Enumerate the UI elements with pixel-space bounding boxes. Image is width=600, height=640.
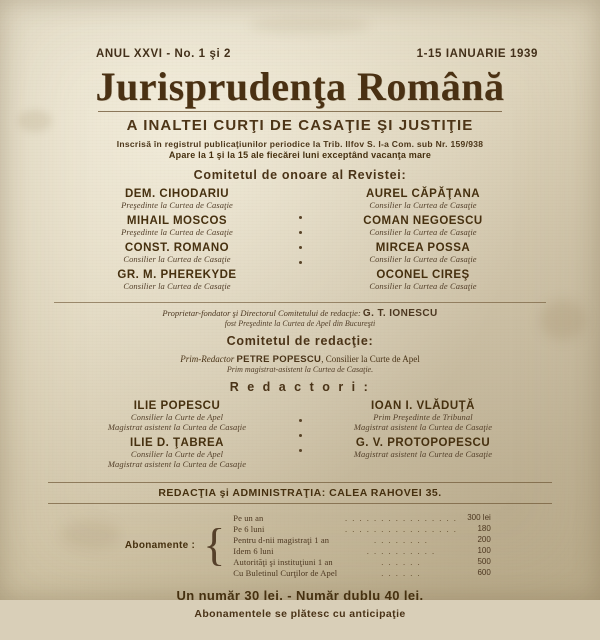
column-divider-dots (293, 188, 307, 296)
leader-dots: . . . . . . (381, 556, 422, 567)
person-name: COMAN NEGOESCU (363, 215, 483, 227)
redactori-heading: R e d a c t o r i : (229, 380, 371, 394)
list-item (313, 437, 533, 459)
list-item (313, 242, 533, 264)
list-item (313, 215, 533, 237)
dot-icon (299, 246, 302, 249)
person-role: Consilier la Curtea de Casaţie (123, 254, 231, 264)
editorial-left-column (61, 400, 293, 474)
editorial-committee-heading: Comitetul de redacţie: (226, 334, 374, 348)
honor-committee-right-column (307, 188, 539, 296)
brace-icon: { (203, 519, 226, 571)
frequency-note: Apare la 1 şi la 15 ale fiecărei luni exceptând vacanţa mare (168, 150, 432, 160)
editorial-column-divider-dots (293, 400, 307, 474)
prim-redactor-name: PETRE POPESCU (236, 354, 322, 365)
leader-dots: . . . . . . . . (374, 534, 429, 545)
owner-role: fost Preşedinte la Curtea de Apel din Bucureşti (224, 319, 376, 328)
person-name: ILIE POPESCU (133, 400, 221, 412)
subscription-desc: Cu Buletinul Curţilor de Apel (233, 567, 338, 578)
dot-icon (299, 419, 302, 422)
person-name: OCONEL CIREŞ (376, 269, 470, 281)
list-item (67, 242, 287, 264)
person-name: MIRCEA POSSA (375, 242, 471, 254)
person-role: Consilier la Curte de Apel (130, 449, 224, 459)
person-name: AUREL CĂPĂŢANA (365, 188, 481, 200)
list-item (313, 269, 533, 291)
person-role: Preşedinte la Curtea de Casaţie (121, 227, 233, 237)
subscription-value: 100 (477, 546, 491, 555)
subscriptions-block (44, 512, 556, 578)
owner-prefix: Proprietar-fondator şi Directorul Comitetului de redacţie: (162, 308, 361, 318)
administration-address: REDACŢIA şi ADMINISTRAŢIA: CALEA RAHOVEI 35. (158, 487, 442, 499)
dot-icon (299, 449, 302, 452)
dot-icon (299, 261, 302, 264)
issue-line (44, 48, 556, 60)
prim-redactor-subrole: Prim magistrat-asistent la Curtea de Casaţie. (226, 365, 374, 374)
subscription-value: 200 (477, 535, 491, 544)
subscription-desc: Autorităţi şi instituţiuni 1 an (233, 556, 333, 567)
person-role-secondary: Magistrat asistent la Curtea de Casaţie (353, 422, 493, 432)
owner-divider (54, 302, 546, 303)
list-item (67, 400, 287, 432)
issue-date: 1-15 IANUARIE 1939 (416, 48, 538, 60)
subscription-value: 500 (477, 557, 491, 566)
dot-icon (299, 231, 302, 234)
dot-icon (299, 434, 302, 437)
person-role: Consilier la Curtea de Casaţie (369, 281, 477, 291)
table-row (233, 512, 491, 523)
person-role: Consilier la Curtea de Casaţie (369, 254, 477, 264)
person-role-secondary: Magistrat asistent la Curtea de Casaţie (107, 422, 247, 432)
list-item (313, 188, 533, 210)
person-role: Consilier la Curtea de Casaţie (369, 200, 477, 210)
table-row (233, 534, 491, 545)
person-role-secondary: Magistrat asistent la Curtea de Casaţie (353, 449, 493, 459)
list-item (67, 215, 287, 237)
list-item (67, 188, 287, 210)
person-name: DEM. CIHODARIU (124, 188, 230, 200)
single-issue-price: Un număr 30 lei. - Număr dublu 40 lei. (176, 588, 424, 603)
list-item (67, 437, 287, 469)
subscription-value: 180 (477, 524, 491, 533)
person-name: G. V. PROTOPOPESCU (355, 437, 491, 449)
leader-dots: . . . . . . (381, 567, 422, 578)
dot-icon (299, 216, 302, 219)
owner-name: G. T. IONESCU (362, 308, 438, 319)
subscription-value: 600 (477, 568, 491, 577)
person-name: IOAN I. VLĂDUŢĂ (371, 400, 475, 412)
honor-committee-columns (44, 188, 556, 296)
leader-dots: . . . . . . . . . . . . . . . . (345, 523, 458, 534)
administration-divider-bottom (48, 503, 552, 504)
administration-divider-top (48, 482, 552, 483)
table-row (233, 567, 491, 578)
journal-title: Jurisprudenţa Română (95, 64, 505, 109)
subscription-desc: Pentru d-nii magistraţi 1 an (233, 534, 330, 545)
person-role: Consilier la Curtea de Casaţie (369, 227, 477, 237)
title-divider (98, 111, 502, 112)
editorial-columns (44, 400, 556, 474)
subscriptions-label: Abonamente : (124, 539, 196, 551)
payment-note: Abonamentele se plătesc cu anticipaţie (194, 608, 406, 620)
person-name: GR. M. PHEREKYDE (117, 269, 237, 281)
table-row (233, 545, 491, 556)
table-row (233, 523, 491, 534)
prim-redactor-line (44, 354, 556, 365)
honor-committee-heading: Comitetul de onoare al Revistei: (193, 168, 407, 182)
editorial-right-column (307, 400, 539, 474)
subscription-desc: Pe 6 luni (233, 523, 265, 534)
subscription-desc: Pe un an (233, 512, 264, 523)
journal-subtitle: A INALTEI CURŢI DE CASAŢIE ŞI JUSTIŢIE (126, 117, 474, 134)
honor-committee-left-column (61, 188, 293, 296)
person-role-secondary: Magistrat asistent la Curtea de Casaţie (107, 459, 247, 469)
person-role: Preşedinte la Curtea de Casaţie (121, 200, 233, 210)
person-name: ILIE D. ŢABREA (130, 437, 224, 449)
person-role: Prim Preşedinte de Tribunal (373, 412, 473, 422)
prim-redactor-role: , Consilier la Curte de Apel (321, 354, 420, 364)
subscriptions-table (233, 512, 491, 578)
leader-dots: . . . . . . . . . . . . . . . . (345, 512, 458, 523)
issue-volume: ANUL XXVI - No. 1 şi 2 (96, 48, 232, 60)
subscription-value: 300 lei (467, 513, 491, 522)
subscription-desc: Idem 6 luni (233, 545, 274, 556)
person-name: MIHAIL MOSCOS (126, 215, 228, 227)
list-item (313, 400, 533, 432)
registration-note: Inscrisă în registrul publicaţiunilor periodice la Trib. Ilfov S. I-a Com. sub Nr. 159/938 (116, 139, 484, 149)
table-row (233, 556, 491, 567)
prim-redactor-label: Prim-Redactor (180, 354, 235, 364)
person-name: CONST. ROMANO (124, 242, 230, 254)
list-item (67, 269, 287, 291)
owner-line (44, 308, 556, 319)
person-role: Consilier la Curte de Apel (130, 412, 224, 422)
leader-dots: . . . . . . . . . . (366, 545, 436, 556)
person-role: Consilier la Curtea de Casaţie (123, 281, 231, 291)
